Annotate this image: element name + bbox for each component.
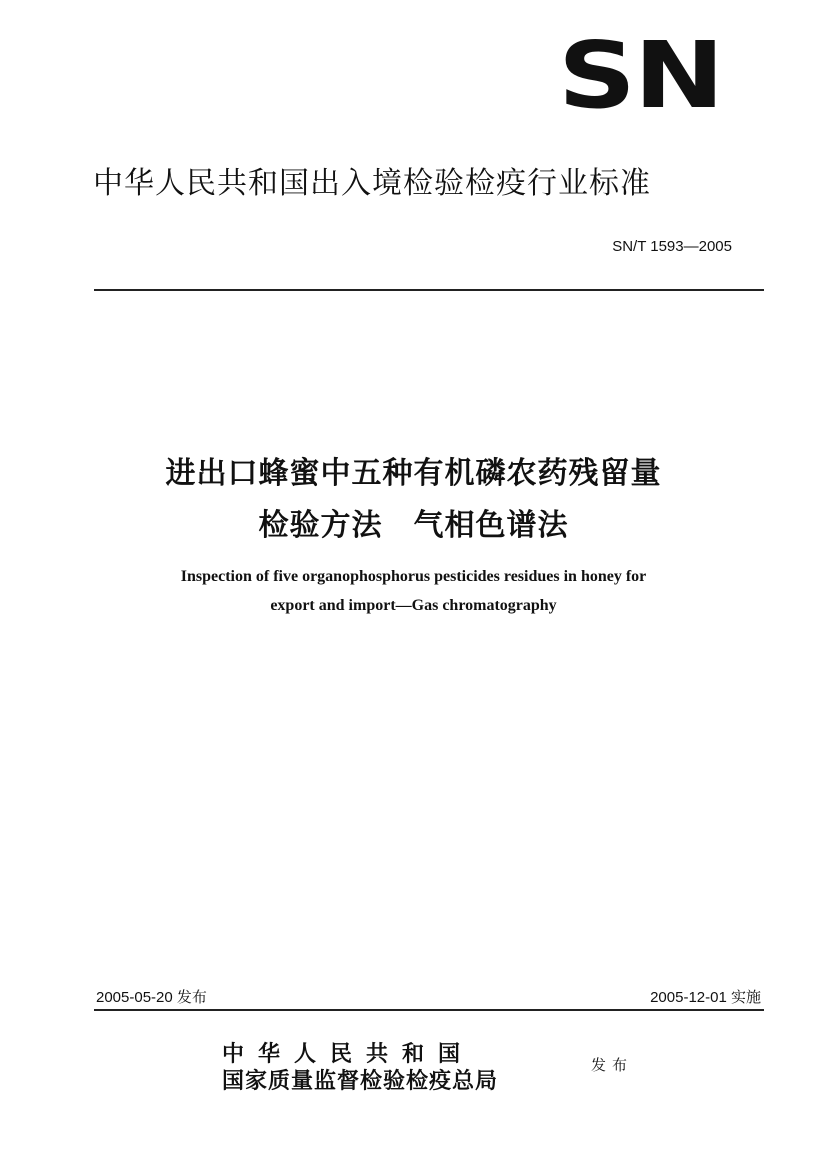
title-zh-line2: 检验方法 气相色谱法	[258, 508, 569, 543]
issue-date: 2005-05-20 发布	[96, 989, 207, 1006]
title-zh-line1: 进出口蜂蜜中五种有机磷农药残留量	[165, 456, 662, 491]
bottom-divider	[94, 1009, 764, 1011]
issuer-line2: 国家质量监督检验检疫总局	[222, 1068, 499, 1094]
title-en-line2: export and import—Gas chromatography	[270, 597, 557, 614]
sn-logo: SN	[557, 22, 722, 129]
top-divider	[94, 289, 764, 291]
standard-category: 中华人民共和国出入境检验检疫行业标准	[93, 166, 651, 201]
implementation-date: 2005-12-01 实施	[650, 989, 761, 1006]
standard-number: SN/T 1593—2005	[612, 238, 732, 255]
issuer-line1: 中华人民共和国	[222, 1041, 475, 1067]
title-en-line1: Inspection of five organophosphorus pesticides residues in honey for	[180, 568, 647, 585]
issuer-action: 发布	[591, 1056, 634, 1074]
